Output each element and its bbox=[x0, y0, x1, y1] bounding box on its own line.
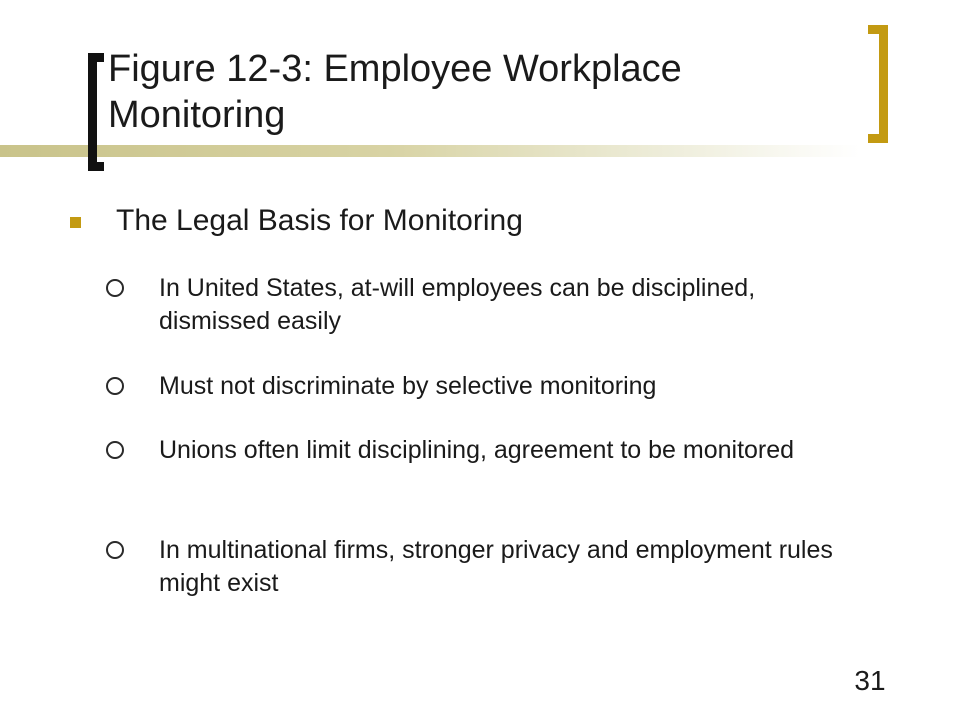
circle-bullet-icon bbox=[106, 279, 124, 297]
right-bracket-decoration bbox=[868, 25, 888, 143]
sub-bullet-text: Must not discriminate by selective monitoring bbox=[159, 372, 657, 400]
circle-bullet-icon bbox=[106, 541, 124, 559]
left-bracket-decoration bbox=[88, 53, 104, 171]
sub-bullet-text: In United States, at-will employees can be disciplined, dismissed easily bbox=[159, 274, 756, 335]
sub-bullet-text: Unions often limit disciplining, agreement to be monitored bbox=[159, 436, 795, 464]
circle-bullet-icon bbox=[106, 441, 124, 459]
page-number: 31 bbox=[854, 665, 886, 696]
sub-bullet-text: In multinational firms, stronger privacy and employment rules might exist bbox=[159, 536, 833, 597]
title-divider bbox=[0, 145, 860, 157]
square-bullet-icon bbox=[70, 217, 81, 228]
slide-title: Figure 12-3: Employee Workplace Monitoring bbox=[108, 48, 682, 136]
circle-bullet-icon bbox=[106, 377, 124, 395]
bullet-heading-text: The Legal Basis for Monitoring bbox=[116, 204, 523, 237]
